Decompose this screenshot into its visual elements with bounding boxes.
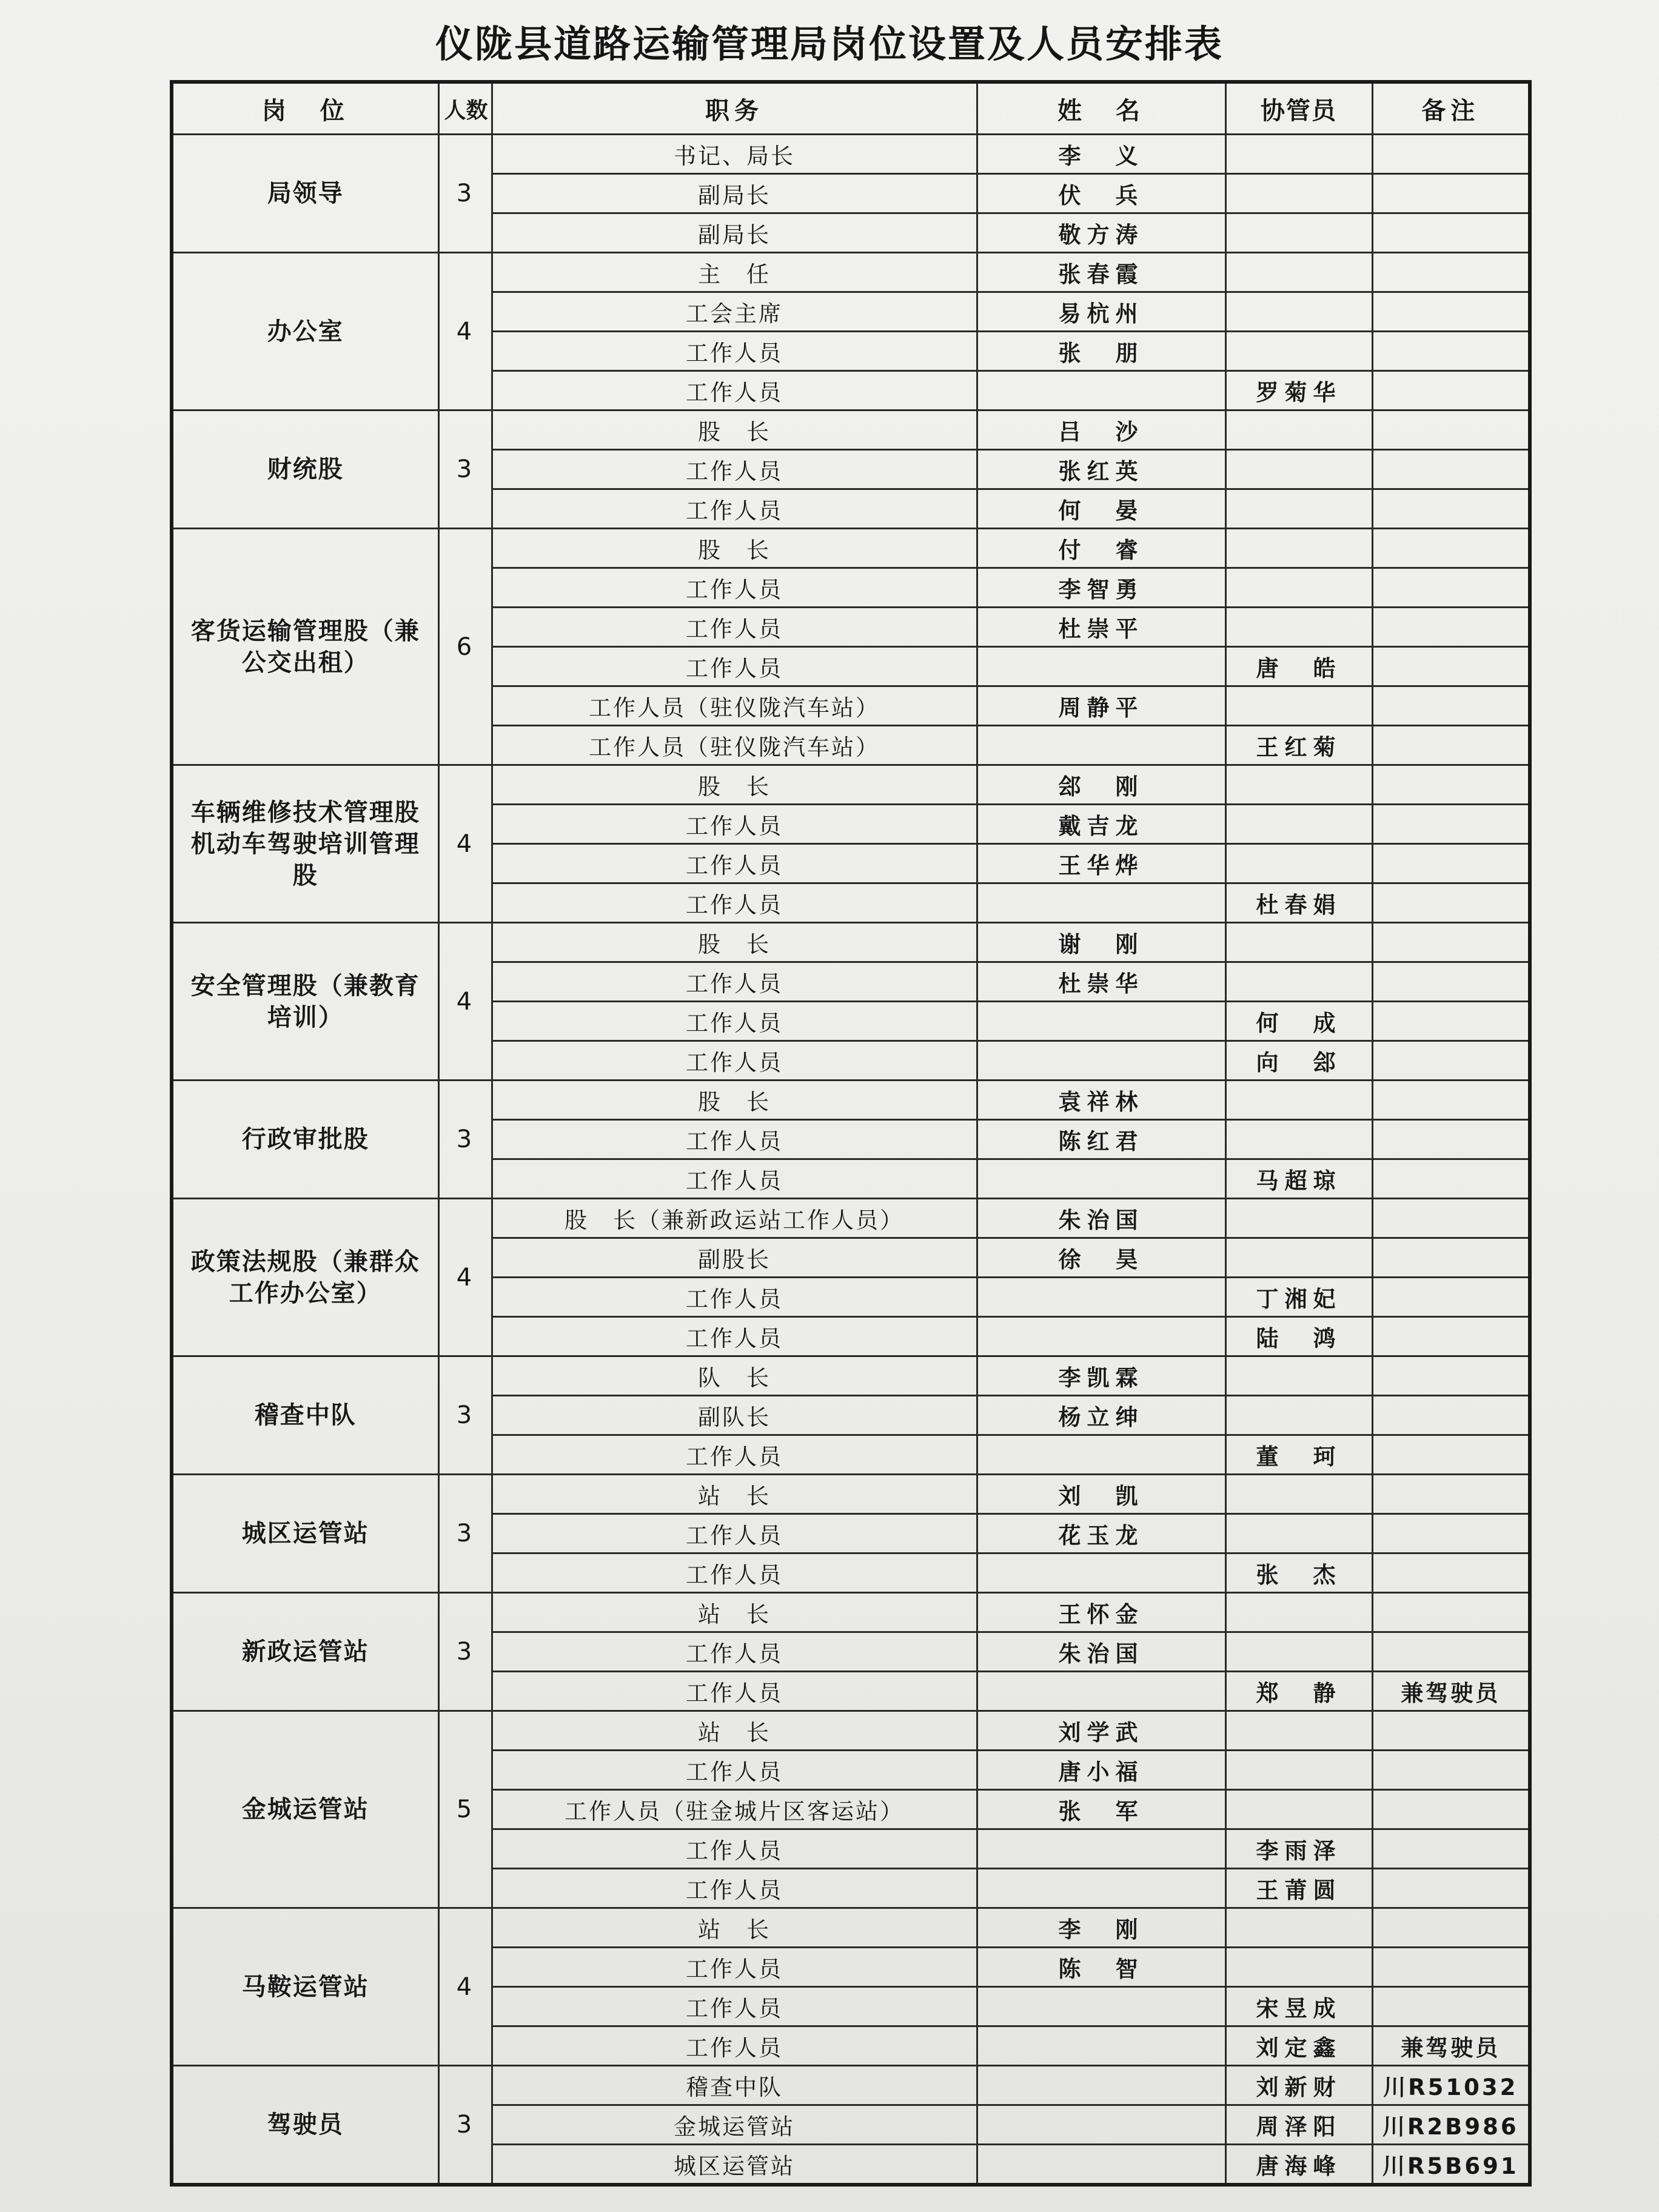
- remark-cell: [1372, 1553, 1530, 1593]
- duty-cell: 工作人员: [492, 608, 977, 647]
- assistant-cell: [1225, 1593, 1372, 1632]
- assistant-cell: [1225, 174, 1372, 213]
- name-cell: [977, 1002, 1225, 1041]
- headcount: 4: [438, 1908, 492, 2066]
- table-row: [172, 135, 1530, 174]
- duty-cell: 工作人员: [492, 1120, 977, 1159]
- duty-cell: 工作人员: [492, 883, 977, 923]
- header-row: [172, 82, 1530, 135]
- header-count: 人数: [438, 82, 492, 135]
- remark-cell: [1372, 253, 1530, 292]
- duty-cell: 稽查中队: [492, 2066, 977, 2105]
- remark-cell: [1372, 1751, 1530, 1790]
- department-name: 稽查中队: [172, 1356, 438, 1475]
- remark-cell: [1372, 1632, 1530, 1672]
- remark-cell: [1372, 213, 1530, 253]
- remark-cell: [1372, 1356, 1530, 1396]
- name-cell: 刘学武: [977, 1711, 1225, 1751]
- duty-cell: 股 长: [492, 923, 977, 962]
- duty-cell: 工作人员: [492, 805, 977, 844]
- assistant-cell: 王红菊: [1225, 726, 1372, 765]
- department-name: 安全管理股（兼教育培训）: [172, 923, 438, 1081]
- remark-cell: [1372, 1159, 1530, 1199]
- table-row: [172, 1908, 1530, 1948]
- duty-cell: 工作人员（驻仪陇汽车站）: [492, 686, 977, 726]
- duty-cell: 工作人员: [492, 1672, 977, 1711]
- name-cell: [977, 1869, 1225, 1908]
- remark-cell: 兼驾驶员: [1372, 2026, 1530, 2066]
- assistant-cell: [1225, 765, 1372, 805]
- header-remark: 备注: [1372, 82, 1530, 135]
- department-name: 金城运管站: [172, 1711, 438, 1908]
- remark-cell: [1372, 1278, 1530, 1317]
- duty-cell: 工作人员: [492, 844, 977, 883]
- department-name: 驾驶员: [172, 2066, 438, 2185]
- remark-cell: [1372, 1041, 1530, 1081]
- assistant-cell: [1225, 1514, 1372, 1553]
- remark-cell: [1372, 1317, 1530, 1356]
- remark-cell: [1372, 1593, 1530, 1632]
- assistant-cell: [1225, 1751, 1372, 1790]
- name-cell: 张 朋: [977, 332, 1225, 371]
- remark-cell: [1372, 1829, 1530, 1869]
- remark-cell: 兼驾驶员: [1372, 1672, 1530, 1711]
- name-cell: [977, 371, 1225, 411]
- duty-cell: 工作人员: [492, 450, 977, 489]
- department-name: 车辆维修技术管理股 机动车驾驶培训管理股: [172, 765, 438, 923]
- headcount: 5: [438, 1711, 492, 1908]
- remark-cell: [1372, 292, 1530, 332]
- remark-cell: [1372, 1987, 1530, 2026]
- duty-cell: 站 长: [492, 1475, 977, 1514]
- duty-cell: 工作人员（驻仪陇汽车站）: [492, 726, 977, 765]
- headcount: 4: [438, 253, 492, 411]
- headcount: 3: [438, 1356, 492, 1475]
- name-cell: 唐小福: [977, 1751, 1225, 1790]
- name-cell: [977, 2145, 1225, 2185]
- assistant-cell: [1225, 1948, 1372, 1987]
- remark-cell: [1372, 844, 1530, 883]
- name-cell: 王怀金: [977, 1593, 1225, 1632]
- assistant-cell: [1225, 489, 1372, 529]
- headcount: 3: [438, 2066, 492, 2185]
- duty-cell: 工会主席: [492, 292, 977, 332]
- department-name: 办公室: [172, 253, 438, 411]
- duty-cell: 工作人员: [492, 1002, 977, 1041]
- assistant-cell: 唐 皓: [1225, 647, 1372, 686]
- remark-cell: [1372, 489, 1530, 529]
- assistant-cell: 唐海峰: [1225, 2145, 1372, 2185]
- duty-cell: 书记、局长: [492, 135, 977, 174]
- remark-cell: [1372, 1081, 1530, 1120]
- remark-cell: 川R5B691: [1372, 2145, 1530, 2185]
- assistant-cell: 马超琼: [1225, 1159, 1372, 1199]
- assistant-cell: 向 郐: [1225, 1041, 1372, 1081]
- duty-cell: 工作人员: [492, 371, 977, 411]
- name-cell: 杨立绅: [977, 1396, 1225, 1435]
- remark-cell: [1372, 1514, 1530, 1553]
- remark-cell: [1372, 1908, 1530, 1948]
- remark-cell: [1372, 411, 1530, 450]
- assistant-cell: [1225, 135, 1372, 174]
- assistant-cell: 刘定鑫: [1225, 2026, 1372, 2066]
- table-row: [172, 253, 1530, 292]
- assistant-cell: [1225, 1790, 1372, 1829]
- name-cell: 徐 昊: [977, 1238, 1225, 1278]
- table-header: [172, 82, 1530, 135]
- assistant-cell: [1225, 292, 1372, 332]
- department-name: 局领导: [172, 135, 438, 253]
- name-cell: 周静平: [977, 686, 1225, 726]
- name-cell: [977, 1987, 1225, 2026]
- remark-cell: [1372, 765, 1530, 805]
- name-cell: 朱治国: [977, 1632, 1225, 1672]
- headcount: 3: [438, 411, 492, 529]
- name-cell: 伏 兵: [977, 174, 1225, 213]
- headcount: 3: [438, 1475, 492, 1593]
- duty-cell: 工作人员: [492, 1553, 977, 1593]
- assistant-cell: 罗菊华: [1225, 371, 1372, 411]
- table-row: [172, 1475, 1530, 1514]
- name-cell: [977, 1829, 1225, 1869]
- name-cell: [977, 1553, 1225, 1593]
- remark-cell: [1372, 332, 1530, 371]
- assistant-cell: [1225, 1711, 1372, 1751]
- name-cell: [977, 2026, 1225, 2066]
- department-name: 政策法规股（兼群众工作办公室）: [172, 1199, 438, 1356]
- remark-cell: [1372, 568, 1530, 608]
- remark-cell: [1372, 686, 1530, 726]
- remark-cell: [1372, 1435, 1530, 1475]
- header-name: 姓 名: [977, 82, 1225, 135]
- assistant-cell: [1225, 1238, 1372, 1278]
- assistant-cell: 董 珂: [1225, 1435, 1372, 1475]
- assistant-cell: [1225, 1908, 1372, 1948]
- name-cell: 杜崇华: [977, 962, 1225, 1002]
- name-cell: [977, 1317, 1225, 1356]
- remark-cell: [1372, 135, 1530, 174]
- name-cell: 谢 刚: [977, 923, 1225, 962]
- name-cell: 吕 沙: [977, 411, 1225, 450]
- assistant-cell: 周泽阳: [1225, 2105, 1372, 2145]
- assistant-cell: [1225, 1632, 1372, 1672]
- remark-cell: [1372, 371, 1530, 411]
- headcount: 4: [438, 1199, 492, 1356]
- headcount: 3: [438, 1081, 492, 1199]
- assistant-cell: [1225, 805, 1372, 844]
- table-body: [172, 135, 1530, 2185]
- assistant-cell: 李雨泽: [1225, 1829, 1372, 1869]
- name-cell: 戴吉龙: [977, 805, 1225, 844]
- duty-cell: 股 长: [492, 411, 977, 450]
- name-cell: 王华烨: [977, 844, 1225, 883]
- name-cell: 陈红君: [977, 1120, 1225, 1159]
- name-cell: 付 睿: [977, 529, 1225, 568]
- remark-cell: [1372, 647, 1530, 686]
- name-cell: [977, 1278, 1225, 1317]
- remark-cell: [1372, 1238, 1530, 1278]
- name-cell: 花玉龙: [977, 1514, 1225, 1553]
- name-cell: 郐 刚: [977, 765, 1225, 805]
- name-cell: 李 义: [977, 135, 1225, 174]
- name-cell: 袁祥林: [977, 1081, 1225, 1120]
- duty-cell: 工作人员: [492, 2026, 977, 2066]
- assistant-cell: 陆 鸿: [1225, 1317, 1372, 1356]
- duty-cell: 工作人员（驻金城片区客运站）: [492, 1790, 977, 1829]
- duty-cell: 工作人员: [492, 1987, 977, 2026]
- duty-cell: 主 任: [492, 253, 977, 292]
- assistant-cell: 杜春娟: [1225, 883, 1372, 923]
- assistant-cell: [1225, 608, 1372, 647]
- assistant-cell: [1225, 253, 1372, 292]
- assistant-cell: [1225, 568, 1372, 608]
- name-cell: 张春霞: [977, 253, 1225, 292]
- duty-cell: 工作人员: [492, 1829, 977, 1869]
- department-name: 行政审批股: [172, 1081, 438, 1199]
- remark-cell: [1372, 1948, 1530, 1987]
- name-cell: 张 军: [977, 1790, 1225, 1829]
- duty-cell: 金城运管站: [492, 2105, 977, 2145]
- table-row: [172, 1356, 1530, 1396]
- assistant-cell: [1225, 1120, 1372, 1159]
- remark-cell: [1372, 1199, 1530, 1238]
- duty-cell: 工作人员: [492, 1632, 977, 1672]
- name-cell: 李凯霖: [977, 1356, 1225, 1396]
- assistant-cell: [1225, 844, 1372, 883]
- table-row: [172, 411, 1530, 450]
- duty-cell: 副股长: [492, 1238, 977, 1278]
- remark-cell: [1372, 726, 1530, 765]
- duty-cell: 站 长: [492, 1593, 977, 1632]
- duty-cell: 工作人员: [492, 1869, 977, 1908]
- table-row: [172, 923, 1530, 962]
- assistant-cell: 刘新财: [1225, 2066, 1372, 2105]
- assistant-cell: 宋昱成: [1225, 1987, 1372, 2026]
- assistant-cell: [1225, 450, 1372, 489]
- assistant-cell: [1225, 1199, 1372, 1238]
- headcount: 3: [438, 1593, 492, 1711]
- assistant-cell: [1225, 923, 1372, 962]
- document-title: 仪陇县道路运输管理局岗位设置及人员安排表: [435, 22, 1224, 66]
- name-cell: [977, 1435, 1225, 1475]
- duty-cell: 工作人员: [492, 1278, 977, 1317]
- duty-cell: 副局长: [492, 213, 977, 253]
- name-cell: 杜崇平: [977, 608, 1225, 647]
- name-cell: [977, 1672, 1225, 1711]
- duty-cell: 副局长: [492, 174, 977, 213]
- assistant-cell: [1225, 1356, 1372, 1396]
- assistant-cell: [1225, 529, 1372, 568]
- headcount: 4: [438, 923, 492, 1081]
- assistant-cell: 何 成: [1225, 1002, 1372, 1041]
- assistant-cell: [1225, 332, 1372, 371]
- assistant-cell: [1225, 411, 1372, 450]
- header-assistant: 协管员: [1225, 82, 1372, 135]
- remark-cell: [1372, 923, 1530, 962]
- remark-cell: [1372, 1869, 1530, 1908]
- remark-cell: 川R51032: [1372, 2066, 1530, 2105]
- duty-cell: 工作人员: [492, 332, 977, 371]
- assistant-cell: 郑 静: [1225, 1672, 1372, 1711]
- headcount: 4: [438, 765, 492, 923]
- duty-cell: 城区运管站: [492, 2145, 977, 2185]
- assistant-cell: 王莆圆: [1225, 1869, 1372, 1908]
- duty-cell: 股 长（兼新政运站工作人员）: [492, 1199, 977, 1238]
- name-cell: 张红英: [977, 450, 1225, 489]
- header-post: 岗 位: [172, 82, 438, 135]
- name-cell: [977, 1041, 1225, 1081]
- name-cell: [977, 726, 1225, 765]
- name-cell: 李 刚: [977, 1908, 1225, 1948]
- name-cell: 易杭州: [977, 292, 1225, 332]
- table-row: [172, 2066, 1530, 2105]
- table-row: [172, 1593, 1530, 1632]
- duty-cell: 工作人员: [492, 489, 977, 529]
- table-row: [172, 1711, 1530, 1751]
- name-cell: [977, 2066, 1225, 2105]
- name-cell: [977, 1159, 1225, 1199]
- duty-cell: 工作人员: [492, 1514, 977, 1553]
- table-row: [172, 529, 1530, 568]
- department-name: 马鞍运管站: [172, 1908, 438, 2066]
- assistant-cell: 张 杰: [1225, 1553, 1372, 1593]
- name-cell: 刘 凯: [977, 1475, 1225, 1514]
- department-name: 客货运输管理股（兼公交出租）: [172, 529, 438, 765]
- duty-cell: 队 长: [492, 1356, 977, 1396]
- remark-cell: [1372, 529, 1530, 568]
- duty-cell: 股 长: [492, 529, 977, 568]
- remark-cell: [1372, 174, 1530, 213]
- name-cell: 陈 智: [977, 1948, 1225, 1987]
- assistant-cell: [1225, 1475, 1372, 1514]
- remark-cell: [1372, 1002, 1530, 1041]
- department-name: 新政运管站: [172, 1593, 438, 1711]
- duty-cell: 工作人员: [492, 1751, 977, 1790]
- table-row: [172, 1199, 1530, 1238]
- department-name: 财统股: [172, 411, 438, 529]
- table-row: [172, 765, 1530, 805]
- assistant-cell: [1225, 1396, 1372, 1435]
- duty-cell: 工作人员: [492, 1317, 977, 1356]
- duty-cell: 工作人员: [492, 1159, 977, 1199]
- remark-cell: [1372, 1711, 1530, 1751]
- assistant-cell: [1225, 686, 1372, 726]
- duty-cell: 工作人员: [492, 1041, 977, 1081]
- name-cell: 朱治国: [977, 1199, 1225, 1238]
- staffing-table: [170, 80, 1532, 2187]
- assistant-cell: [1225, 213, 1372, 253]
- duty-cell: 副队长: [492, 1396, 977, 1435]
- name-cell: 何 晏: [977, 489, 1225, 529]
- name-cell: 敬方涛: [977, 213, 1225, 253]
- headcount: 3: [438, 135, 492, 253]
- header-duty: 职务: [492, 82, 977, 135]
- remark-cell: [1372, 608, 1530, 647]
- duty-cell: 站 长: [492, 1711, 977, 1751]
- name-cell: [977, 2105, 1225, 2145]
- remark-cell: [1372, 450, 1530, 489]
- name-cell: 李智勇: [977, 568, 1225, 608]
- table-row: [172, 1081, 1530, 1120]
- name-cell: [977, 647, 1225, 686]
- headcount: 6: [438, 529, 492, 765]
- assistant-cell: [1225, 1081, 1372, 1120]
- assistant-cell: [1225, 962, 1372, 1002]
- remark-cell: [1372, 805, 1530, 844]
- duty-cell: 工作人员: [492, 962, 977, 1002]
- remark-cell: [1372, 962, 1530, 1002]
- remark-cell: 川R2B986: [1372, 2105, 1530, 2145]
- duty-cell: 工作人员: [492, 568, 977, 608]
- assistant-cell: 丁湘妃: [1225, 1278, 1372, 1317]
- duty-cell: 股 长: [492, 1081, 977, 1120]
- remark-cell: [1372, 1396, 1530, 1435]
- duty-cell: 工作人员: [492, 1948, 977, 1987]
- duty-cell: 站 长: [492, 1908, 977, 1948]
- duty-cell: 工作人员: [492, 1435, 977, 1475]
- remark-cell: [1372, 1790, 1530, 1829]
- remark-cell: [1372, 883, 1530, 923]
- duty-cell: 工作人员: [492, 647, 977, 686]
- duty-cell: 股 长: [492, 765, 977, 805]
- department-name: 城区运管站: [172, 1475, 438, 1593]
- remark-cell: [1372, 1475, 1530, 1514]
- name-cell: [977, 883, 1225, 923]
- remark-cell: [1372, 1120, 1530, 1159]
